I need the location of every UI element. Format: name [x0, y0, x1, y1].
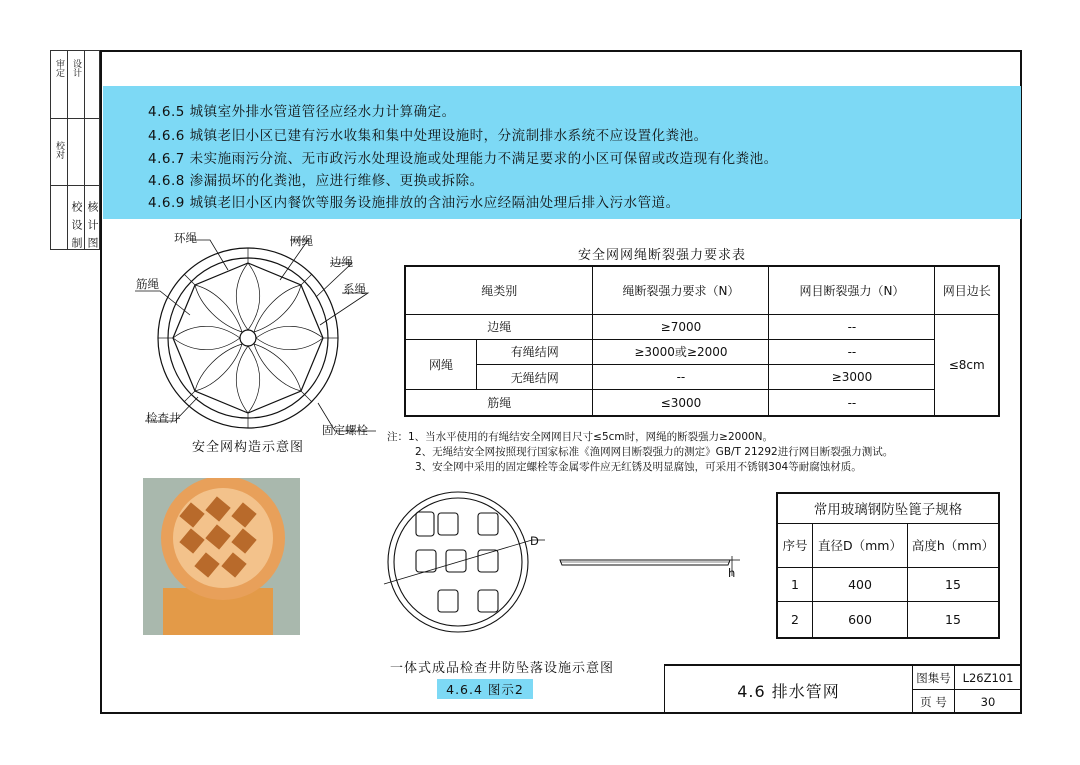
mesh-rope-label: 网绳: [290, 234, 313, 248]
atlas-number: L26Z101: [955, 666, 1021, 690]
table-cell: ≥7000: [593, 314, 769, 339]
table-cell: 400: [813, 567, 908, 602]
standard-4-6-5: 4.6.5 城镇室外排水管道管径应经水力计算确定。: [148, 104, 456, 120]
height-label: h: [728, 566, 736, 580]
cover-photo: [143, 478, 300, 635]
note-line: 3、安全网中采用的固定螺栓等金属零件应无红锈及明显腐蚀，可采用不锈钢304等耐腐蚀材质。: [415, 461, 862, 473]
table-cell: 2: [777, 602, 813, 638]
table-header: 高度h（mm）: [908, 523, 1000, 567]
notes: [387, 430, 893, 475]
table-cell: --: [769, 390, 935, 416]
center-hub: [240, 330, 256, 346]
signature-box: [50, 50, 100, 250]
side-divider: [51, 118, 99, 119]
table-header: 直径D（mm）: [813, 523, 908, 567]
note-line: 2、无绳结安全网按照现行国家标准《渔网网目断裂强力的测定》GB/T 21292进行网目断裂强力测试。: [415, 446, 894, 458]
cover-diagram: [380, 490, 750, 640]
role-label: 校: [70, 201, 83, 212]
table-cell: --: [769, 314, 935, 339]
table-cell: 网绳: [405, 339, 477, 390]
spec-table-title: 常用玻璃钢防坠篦子规格: [777, 493, 999, 523]
table-header: 网目边长: [935, 266, 999, 314]
title-block: [664, 664, 1022, 714]
grate-spec-table: [776, 492, 1000, 639]
standard-4-6-7: 4.6.7 未实施雨污分流、无市政污水处理设施或处理能力不满足要求的小区可保留或改造现有化粪池。: [148, 151, 778, 167]
drawing-title: 4.6 排水管网: [665, 666, 913, 714]
table-cell: ≤8cm: [935, 314, 999, 416]
role-label: 核: [86, 201, 99, 212]
cover-diagram-caption: 一体式成品检查井防坠落设施示意图: [390, 661, 615, 676]
table-cell: 边绳: [405, 314, 593, 339]
cover-photo-image: [143, 478, 300, 635]
net-diagram-caption: 安全网构造示意图: [192, 440, 305, 455]
side-divider: [84, 51, 85, 249]
table-cell: 15: [908, 602, 1000, 638]
table-header: 序号: [777, 523, 813, 567]
signature-check: 校对: [54, 141, 64, 159]
table-cell: ≥3000或≥2000: [593, 339, 769, 364]
standard-4-6-6: 4.6.6 城镇老旧小区已建有污水收集和集中处理设施时，分流制排水系统不应设置化粪池。: [148, 128, 708, 144]
side-divider: [51, 185, 99, 186]
page-label: 页 号: [913, 690, 955, 714]
req-table-title: 安全网网绳断裂强力要求表: [578, 248, 747, 263]
table-cell: --: [769, 339, 935, 364]
table-header: 网目断裂强力（N）: [769, 266, 935, 314]
bolt-label: 固定螺栓: [322, 423, 368, 437]
table-header: 绳断裂强力要求（N）: [593, 266, 769, 314]
tie-rope-label: 系绳: [343, 282, 366, 296]
table-cell: ≤3000: [593, 390, 769, 416]
rope-strength-table: [404, 265, 1000, 417]
atlas-label: 图集号: [913, 666, 955, 690]
edge-rope-label: 边绳: [330, 255, 353, 269]
figure-badge: 4.6.4 图示2: [437, 679, 533, 699]
role-label: 图: [86, 237, 99, 248]
page-number: 30: [980, 695, 996, 709]
table-cell: 筋绳: [405, 390, 593, 416]
table-cell: 无绳结网: [477, 365, 593, 390]
standard-4-6-8: 4.6.8 渗漏损坏的化粪池，应进行维修、更换或拆除。: [148, 173, 484, 189]
role-label: 设: [70, 219, 83, 230]
table-cell: 600: [813, 602, 908, 638]
ring-rope-label: 环绳: [174, 231, 197, 245]
table-cell: 1: [777, 567, 813, 602]
table-cell: --: [593, 365, 769, 390]
standard-4-6-9: 4.6.9 城镇老旧小区内餐饮等服务设施排放的含油污水应经隔油处理后排入污水管道。: [148, 195, 680, 211]
note-line: 注：1、当水平使用的有绳结安全网网目尺寸≤5cm时，网绳的断裂强力≥2000N。: [387, 431, 774, 443]
role-label: 制: [70, 237, 83, 248]
diameter-label: D: [530, 534, 539, 548]
table-header: 绳类别: [405, 266, 593, 314]
rib-rope-label: 筋绳: [136, 277, 159, 291]
signature-design: 设计: [71, 59, 81, 77]
table-cell: 有绳结网: [477, 339, 593, 364]
role-label: 计: [86, 219, 99, 230]
side-divider: [67, 51, 68, 249]
table-cell: 15: [908, 567, 1000, 602]
manhole-label: 检查井: [146, 411, 181, 425]
signature-approve: 审定: [54, 59, 64, 77]
table-cell: ≥3000: [769, 365, 935, 390]
